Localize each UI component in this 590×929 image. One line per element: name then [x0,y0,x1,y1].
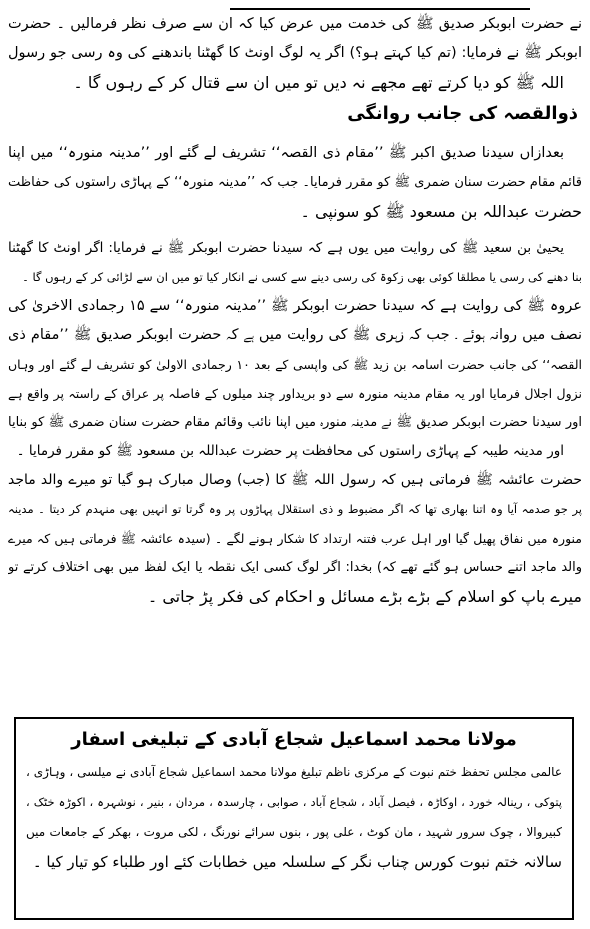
text-line: حضرت عبداللہ بن مسعود ﷺ کو سونپی ۔ [300,202,582,221]
text-line: القصہ‘‘ کی جانب حضرت اسامہ بن زید ﷺ کی واپسی کے بعد ۱۰ رجمادی الاولیٰ کو تشریف لے گئے اور وہاں [8,357,582,372]
text-line: حضرت عائشہ ﷺ فرماتی ہیں کہ رسول اللہ ﷺ کا (جب) وصال مبارک ہو گیا تو میرے والد ماجد [8,472,582,488]
news-box-line: کبیروالا ، چوک سرور شہید ، مان کوٹ ، علی پور ، بنوں سرائے نورنگ ، لکی مروت ، بھکر کے جامعات میں [26,825,562,839]
header-rule [230,0,530,10]
text-line: عروہ ﷺ کی روایت ہے کہ سیدنا حضرت ابوبکر ﷺ ’’مدینہ منورہ‘‘ سے ۱۵ رجمادی الاخریٰ کی [8,298,582,314]
text-line: بنا دھنے کی رسی یا مطلقا کوئی بھی زکوۃ کی رسی دینے سے کسی نے انکار کیا تو میں ان سے لڑائی کر کے رہوں گا ۔ [22,270,582,284]
text-line: میرے باپ کو اسلام کے بڑے بڑے مسائل و احکام کی فکر پڑ جاتی ۔ [147,587,582,606]
text-line: ابوبکر ﷺ نے فرمایا: (تم کیا کہتے ہو؟) اگر یہ لوگ اونٹ کا گھٹنا باندھنے کی وہ رسی جو رسول [8,45,582,61]
text-line: نے حضرت ابوبکر صدیق ﷺ کی خدمت میں عرض کیا کہ ان سے صرف نظر فرمالیں ۔ حضرت [8,16,582,32]
text-line: اور سیدنا حضرت ابوبکر صدیق ﷺ نے مدینہ منورہ میں اپنا نائب وقائم مقام حضرت سنان ضمری ﷺ کو بنایا [8,415,582,430]
news-box-line: عالمی مجلس تحفظ ختم نبوت کے مرکزی ناظم تبلیغ مولانا محمد اسماعیل شجاع آبادی نے میلسی ، وہاڑی ، [26,765,562,779]
news-box-title: مولانا محمد اسماعیل شجاع آبادی کے تبلیغی اسفار [71,729,517,750]
text-line: اللہ ﷺ کو دیا کرتے تھے مجھے نہ دیں تو میں ان سے قتال کر کے رہوں گا ۔ [73,73,564,92]
text-line: پر جو صدمہ آیا وہ اتنا بھاری تھا کہ اگر مضبوط و ذی استقلال پہاڑوں پر وہ گرتا تو انہیں بھی منہدم کر دیتا ۔ مدینہ [8,502,582,516]
article-body [8,10,582,611]
text-line: والد ماجد اتنے حساس ہو گئے تھے کہ) بخدا: اگر لوگ کسی ایک نقطہ یا ایک لفظ میں بھی اختلاف کرتے تو [8,560,582,575]
text-line: یحییٰ بن سعید ﷺ کی روایت میں یوں ہے کہ سیدنا حضرت ابوبکر ﷺ نے فرمایا: اگر اونٹ کا گھٹنا [8,240,564,256]
news-box-line: سالانہ ختم نبوت کورس چناب نگر کے سلسلہ میں خطابات کئے اور طلباء کو تیار کیا ۔ [32,853,562,871]
news-box [14,717,574,920]
text-line: بعدازاں سیدنا صدیق اکبر ﷺ ’’مقام ذی القصہ‘‘ تشریف لے گئے اور ’’مدینہ منورہ‘‘ میں اپنا [8,145,564,161]
news-box-line: پتوکی ، رینالہ خورد ، اوکاڑہ ، فیصل آباد ، شجاع آباد ، صوابی ، چارسدہ ، مردان ، بنیر ، نوشہرہ ، اکوڑہ خٹک ، [26,795,562,809]
text-line: منورہ میں نفاق پھیل گیا اور اہل عرب فتنہ ارتداد کا شکار ہونے لگے ۔ (سیدہ عائشہ ﷺ فرماتی ہیں کہ میرے [8,531,582,546]
text-line: قائم مقام حضرت سنان ضمری ﷺ کو مقرر فرمایا۔ جب کہ ’’مدینہ منورہ‘‘ کے پہاڑی راستوں کی حفاظت [8,175,582,190]
section-heading: ذوالقصہ کی جانب روانگی [347,103,578,124]
text-line: اور مدینہ طیبہ کے پہاڑی راستوں کی محافظت پر حضرت عبداللہ بن مسعود ﷺ کو مقرر فرمایا ۔ [16,443,564,459]
text-line: نزول اجلال فرمایا اور یہ مقام مدینہ منورہ سے دو بریداور چند میلوں کے فاصلہ پر عراق کے راستہ پر واقع ہے [8,386,582,401]
text-line: نصف میں روانہ ہوئے ۔ جب کہ زہری ﷺ کی روایت میں ہے کہ حضرت ابوبکر صدیق ﷺ ’’مقام ذی [8,327,582,343]
